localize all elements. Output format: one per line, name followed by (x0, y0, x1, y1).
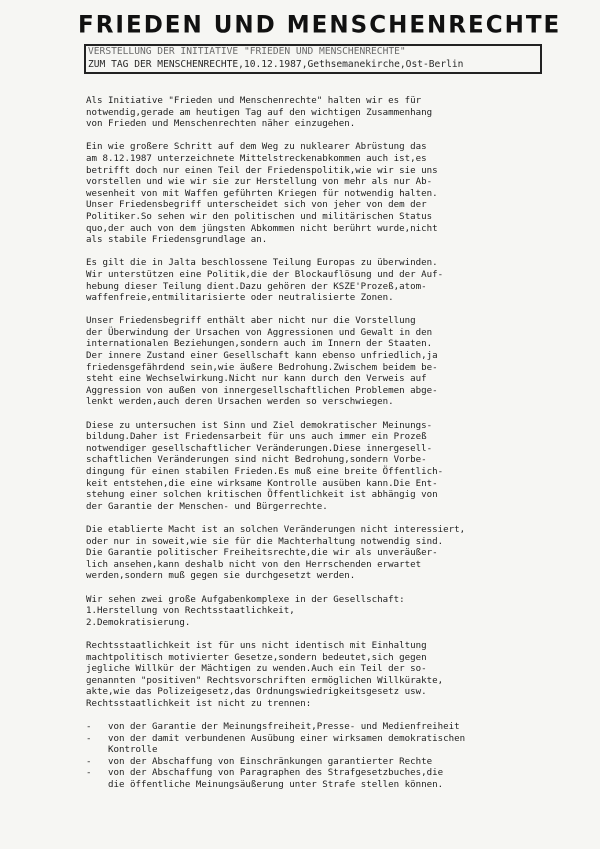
text-line: wesenheit von mit Waffen geführten Kriegen für notwendig halten. (86, 188, 438, 199)
list-item (86, 722, 556, 734)
text-line: schaftlichen Veränderungen sind nicht Bedrohung,sondern Vorbe- (86, 455, 427, 466)
list-item-text: von der damit verbundenen Ausübung einer wirksamen demokratischen (108, 733, 466, 744)
list-item-text: Kontrolle (108, 745, 158, 756)
header-line-1: VERSTELLUNG DER INITIATIVE "FRIEDEN UND MENSCHENRECHTE" (88, 46, 406, 57)
list-item (86, 780, 556, 792)
text-line: notwendig,gerade am heutigen Tag auf den wichtigen Zusammenhang (86, 107, 433, 118)
text-line: betrifft doch nur einen Teil der Friedenspolitik,wie wir sie uns (86, 165, 438, 176)
list-item-text: die öffentliche Meinungsäußerung unter Strafe stellen können. (108, 780, 444, 791)
text-line: dingung für einen stabilen Frieden.Es muß eine breite Öffentlich- (86, 467, 444, 477)
list-item-text: von der Abschaffung von Paragraphen des Strafgesetzbuches,die (108, 768, 444, 779)
text-line: akte,wie das Polizeigesetz,das Ordnungswiedrigkeitsgesetz usw. (86, 687, 427, 698)
text-line: quo,der auch von dem jüngsten Abkommen nicht berührt wurde,nicht (86, 223, 438, 234)
text-line: Es gilt die in Jalta beschlossene Teilung Europas zu überwinden. (86, 258, 438, 269)
text-line: hebung dieser Teilung dient.Dazu gehören der KSZE'Prozeß,atom- (86, 281, 427, 292)
header-box (84, 44, 542, 74)
demands-list (86, 722, 556, 792)
list-item-text: von der Abschaffung von Einschränkungen garantierter Rechte (108, 756, 433, 767)
text-line: der Überwindung der Ursachen von Aggressionen und Gewalt in den (86, 327, 433, 338)
paragraph-container (86, 96, 556, 710)
text-line: Wir sehen zwei große Aufgabenkomplexe in der Gesellschaft: (86, 594, 405, 605)
paragraph (86, 258, 556, 304)
list-marker: - (86, 722, 92, 733)
paragraph (86, 316, 556, 409)
list-item-text: von der Garantie der Meinungsfreiheit,Presse- und Medienfreiheit (108, 722, 460, 733)
paragraph (86, 641, 556, 711)
paragraph (86, 525, 556, 583)
list-marker: - (86, 756, 92, 767)
text-line: jegliche Willkür der Mächtigen zu wenden.Auch ein Teil der so- (86, 664, 427, 675)
text-line: internationalen Beziehungen,sondern auch im Innern der Staaten. (86, 339, 433, 350)
list-item (86, 734, 556, 746)
text-line: vorstellen und wie wir sie zur Herstellung von mehr als nur Ab- (86, 177, 433, 188)
text-line: 1.Herstellung von Rechtsstaatlichkeit, (86, 606, 295, 617)
text-line: Als Initiative "Frieden und Menschenrechte" halten wir es für (86, 96, 422, 106)
text-line: waffenfreie,entmilitarisierte oder neutralisierte Zonen. (86, 293, 394, 304)
text-line: keit entstehen,die eine wirksame Kontrolle ausüben kann.Die Ent- (86, 478, 438, 489)
paragraph (86, 96, 556, 131)
text-line: lenkt werden,auch deren Ursachen werden so verschwiegen. (86, 397, 394, 408)
paragraph (86, 595, 556, 630)
body-text (86, 96, 556, 792)
text-line: steht eine Wechselwirkung.Nicht nur kann durch den Verweis auf (86, 374, 427, 385)
text-line: als stabile Friedensgrundlage an. (86, 235, 268, 246)
list-marker: - (86, 733, 92, 744)
paragraph (86, 142, 556, 246)
text-line: Rechtsstaatlichkeit ist nicht zu trennen: (86, 698, 312, 709)
text-line: 2.Demokratisierung. (86, 617, 191, 628)
text-line: Die etablierte Macht ist an solchen Veränderungen nicht interessiert, (86, 524, 466, 535)
header-line-2: ZUM TAG DER MENSCHENRECHTE,10.12.1987,Gethsemanekirche,Ost-Berlin (88, 58, 464, 70)
text-line: lich ansehen,kann deshalb nicht von den Herrschenden erwartet (86, 559, 422, 570)
text-line: Rechtsstaatlichkeit ist für uns nicht identisch mit Einhaltung (86, 640, 427, 651)
list-marker (86, 745, 108, 757)
list-item (86, 757, 556, 769)
text-line: Ein wie großere Schritt auf dem Weg zu nuklearer Abrüstung das (86, 142, 427, 153)
paragraph (86, 421, 556, 514)
text-line: notwendiger gesellschaftlicher Veränderungen.Diese innergesell- (86, 443, 433, 454)
text-line: der Garantie der Menschen- und Bürgerrechte. (86, 501, 328, 512)
document-title: FRIEDEN UND MENSCHENRECHTE (78, 11, 562, 39)
text-line: Wir unterstützen eine Politik,die der Blockauflösung und der Auf- (86, 269, 444, 280)
text-line: von Frieden und Menschenrechten näher einzugehen. (86, 119, 356, 130)
text-line: bildung.Daher ist Friedensarbeit für uns auch immer ein Prozeß (86, 432, 427, 443)
list-marker: - (86, 768, 92, 779)
text-line: stehung einer solchen kritischen Öffentlichkeit ist abhängig von (86, 490, 438, 501)
text-line: Diese zu untersuchen ist Sinn und Ziel demokratischer Meinungs- (86, 420, 433, 431)
list-item (86, 745, 556, 757)
text-line: Unser Friedensbegriff enthält aber nicht nur die Vorstellung (86, 316, 416, 327)
text-line: Politiker.So sehen wir den politischen und militärischen Status (86, 211, 433, 222)
text-line: friedensgefährdend sein,wie äußere Bedrohung.Zwischem beidem be- (86, 362, 438, 373)
text-line: machtpolitisch motivierter Gesetze,sondern bedeutet,sich gegen (86, 652, 427, 663)
text-line: werden,sondern muß gegen sie durchgesetzt werden. (86, 571, 356, 582)
text-line: Der innere Zustand einer Gesellschaft kann ebenso unfriedlich,ja (86, 351, 438, 362)
text-line: Unser Friedensbegriff unterscheidet sich von jeher von dem der (86, 200, 427, 211)
text-line: oder nur in soweit,wie sie für die Machterhaltung notwendig sind. (86, 536, 444, 547)
text-line: Die Garantie politischer Freiheitsrechte,die wir als unveräußer- (86, 548, 438, 559)
list-marker (86, 780, 108, 792)
text-line: am 8.12.1987 unterzeichnete Mittelstreckenabkommen auch ist,es (86, 153, 427, 164)
list-item (86, 768, 556, 780)
text-line: Aggression von außen von innergesellschaftlichen Problemen abge- (86, 385, 438, 396)
text-line: genannten "positiven" Rechtsvorschriften ermöglichen Willkürakte, (86, 675, 444, 686)
